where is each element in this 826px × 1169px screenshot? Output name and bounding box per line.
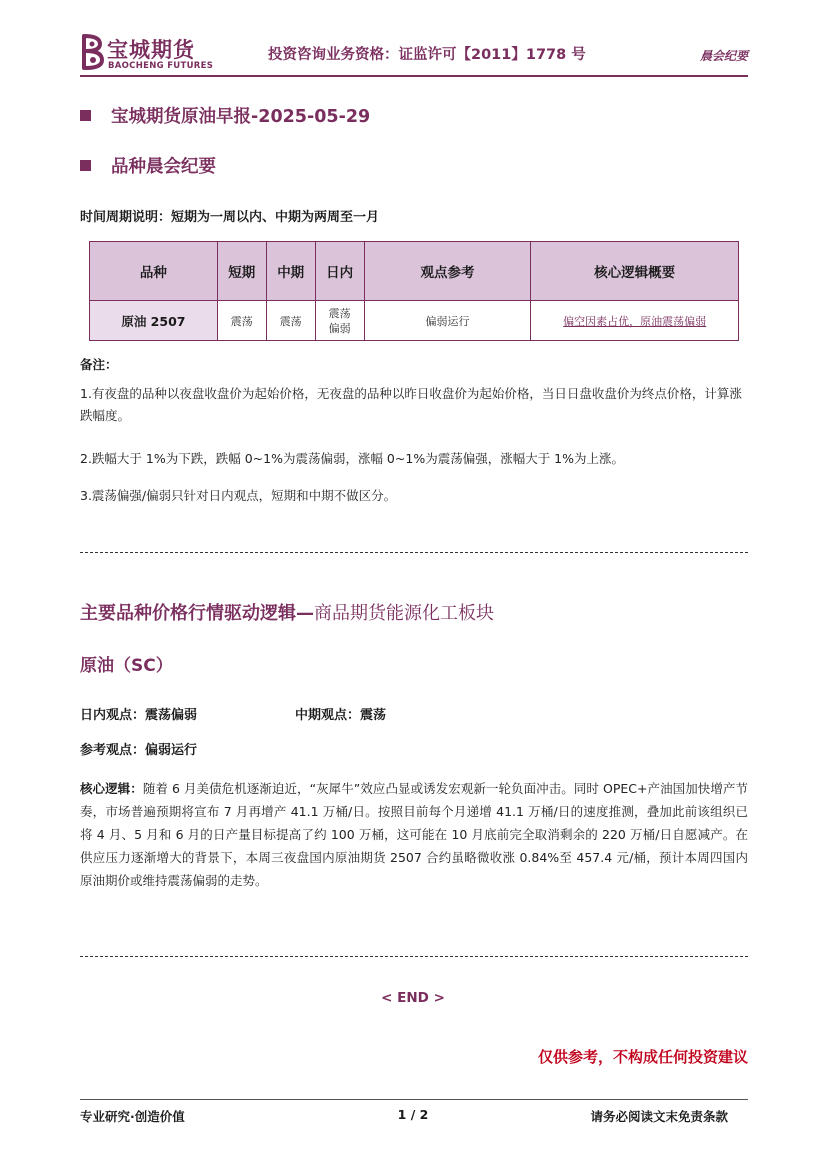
header-commodity: 品种 — [90, 242, 218, 301]
header-view: 观点参考 — [364, 242, 531, 301]
main-title-text: 主要品种价格行情驱动逻辑— — [80, 603, 314, 624]
cell-short: 震荡 — [217, 301, 266, 341]
core-logic-label: 核心逻辑： — [80, 781, 143, 796]
period-note: 时间周期说明：短期为一周以内、中期为两周至一月 — [80, 210, 380, 225]
cell-mid: 震荡 — [266, 301, 315, 341]
logic-link[interactable]: 偏空因素占优，原油震荡偏弱 — [563, 314, 707, 328]
section-divider — [80, 552, 748, 553]
footer-slogan: 专业研究·创造价值 — [80, 1109, 185, 1124]
summary-heading — [80, 153, 216, 178]
note-item: 2.跌幅大于 1%为下跌，跌幅 0~1%为震荡偏弱，涨幅 0~1%为震荡偏强，涨幅大于 1%为上涨。 — [80, 451, 624, 466]
report-title: 宝城期货原油早报-2025-05-29 — [111, 107, 371, 127]
cell-intraday-text: 震荡偏弱 — [328, 306, 351, 335]
baocheng-logo-icon — [80, 33, 106, 71]
header-divider — [80, 75, 748, 77]
page-number: 1 / 2 — [397, 1107, 429, 1122]
header-intraday: 日内 — [315, 242, 364, 301]
header-logic: 核心逻辑概要 — [531, 242, 739, 301]
core-logic-text: 随着 6 月美债危机逐渐迫近，“灰犀牛”效应凸显或诱发宏观新一轮负面冲击。同时 OPEC+产油国加快增产节奏，市场普遍预期将宣布 7 月再增产 41.1 万桶/日。按照目前每个月递增 41.1 万桶/日的速度推测，叠加此前该组织已将 4 月、5 月和 6 月的日产量目标提高了约 100 万桶，这可能在 10 月底前完全取消剩余的 220 万桶/日自愿减产。在供应压力逐渐增大的背景下，本周三夜盘国内原油期货 2507 合约虽略微收涨 0.84%至 457.4 元/桶，预计本周四国内原油期价或维持震荡偏弱的走势。 — [80, 781, 748, 888]
doc-type-label: 晨会纪要 — [699, 49, 748, 63]
main-subtitle-text: 商品期货能源化工板块 — [314, 603, 494, 624]
logo-name-en: BAOCHENG FUTURES — [108, 61, 214, 71]
main-section-title — [80, 599, 494, 625]
cell-logic[interactable] — [531, 301, 739, 341]
footer-disclaimer-note: 请务必阅读文末免责条款 — [590, 1109, 728, 1124]
note-item: 1.有夜盘的品种以夜盘收盘价为起始价格，无夜盘的品种以昨日收盘价为起始价格，当日日盘收盘价为终点价格，计算涨跌幅度。 — [80, 386, 742, 423]
cell-intraday — [315, 301, 364, 341]
disclaimer: 仅供参考，不构成任何投资建议 — [537, 1048, 748, 1066]
views-table — [89, 241, 739, 341]
cell-commodity: 原油 2507 — [90, 301, 218, 341]
core-logic-paragraph — [80, 777, 748, 892]
reference-view: 参考观点：偏弱运行 — [80, 743, 198, 758]
footer-divider — [80, 1099, 748, 1100]
end-mark: < END > — [381, 990, 445, 1006]
logo-name-cn: 宝城期货 — [107, 38, 195, 62]
note-item: 3.震荡偏强/偏弱只针对日内观点，短期和中期不做区分。 — [80, 488, 397, 503]
qualification-text: 投资咨询业务资格：证监许可【2011】1778 号 — [268, 47, 586, 63]
notes-title: 备注： — [80, 357, 118, 372]
commodity-title: 原油（SC） — [80, 656, 173, 676]
table-header-row — [90, 242, 739, 301]
mid-view: 中期观点：震荡 — [295, 708, 387, 723]
header-short: 短期 — [217, 242, 266, 301]
report-title-heading — [80, 103, 370, 128]
table-row — [90, 301, 739, 341]
intraday-view: 日内观点：震荡偏弱 — [80, 708, 198, 723]
square-bullet-icon — [80, 110, 91, 121]
header-mid: 中期 — [266, 242, 315, 301]
square-bullet-icon — [80, 160, 91, 171]
cell-view: 偏弱运行 — [364, 301, 531, 341]
section-divider — [80, 956, 748, 957]
summary-title: 品种晨会纪要 — [111, 157, 216, 177]
